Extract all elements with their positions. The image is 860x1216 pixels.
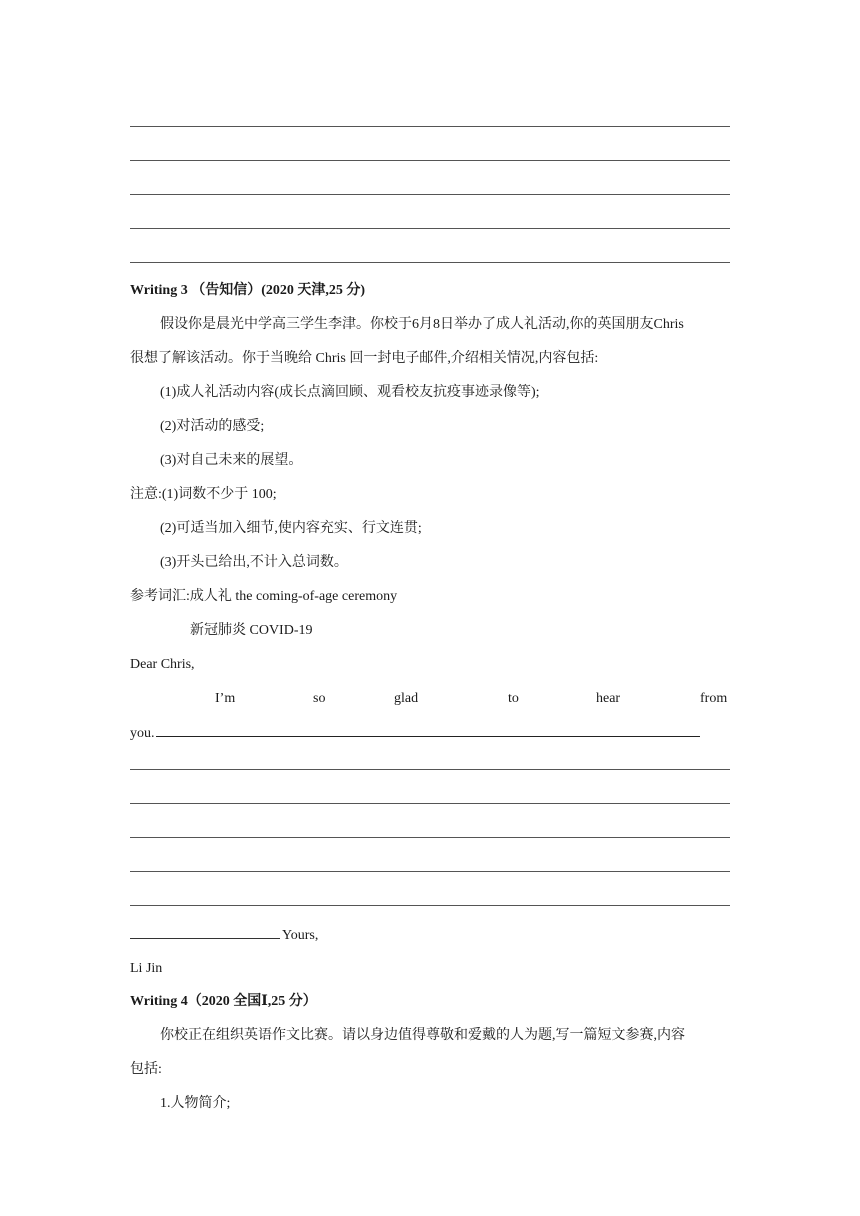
answer-line[interactable] — [130, 769, 730, 770]
opening-word: hear — [596, 691, 621, 706]
opening-word: so — [313, 691, 326, 706]
letter-salutation: Dear Chris, — [130, 657, 195, 672]
writing4-prompt-line2: 包括: — [130, 1062, 162, 1077]
writing3-vocab-line2: 新冠肺炎 COVID-19 — [190, 623, 313, 638]
answer-line[interactable] — [130, 160, 730, 161]
writing3-point-1: (1)成人礼活动内容(成长点滴回顾、观看校友抗疫事迹录像等); — [160, 385, 540, 400]
writing3-note-2: (2)可适当加入细节,使内容充实、行文连贯; — [160, 521, 422, 536]
opening-word: I’m — [215, 691, 236, 706]
answer-line[interactable] — [130, 228, 730, 229]
writing3-notes-label: 注意:(1)词数不少于 100; — [130, 487, 277, 502]
writing3-point-3: (3)对自己未来的展望。 — [160, 453, 303, 468]
writing4-heading: Writing 4（2020 全国Ⅰ,25 分） — [130, 994, 317, 1009]
answer-line[interactable] — [130, 905, 730, 906]
answer-line[interactable] — [130, 126, 730, 127]
letter-signature: Li Jin — [130, 961, 163, 976]
answer-line[interactable] — [130, 926, 280, 939]
document-page — [130, 0, 730, 1216]
answer-line[interactable] — [130, 262, 730, 263]
opening-word: to — [508, 691, 519, 706]
opening-word: glad — [394, 691, 419, 706]
answer-line[interactable] — [130, 837, 730, 838]
writing3-note-3: (3)开头已给出,不计入总词数。 — [160, 555, 348, 570]
writing3-prompt-line2: 很想了解该活动。你于当晚给 Chris 回一封电子邮件,介绍相关情况,内容包括: — [130, 351, 599, 366]
writing4-point-1: 1.人物简介; — [160, 1096, 231, 1111]
letter-closing-row — [130, 926, 318, 945]
letter-opening-end — [130, 724, 700, 743]
opening-end-word: you. — [130, 726, 155, 741]
letter-closing: Yours, — [282, 928, 319, 943]
writing3-prompt-line1: 假设你是晨光中学高三学生李津。你校于6月8日举办了成人礼活动,你的英国朋友Chris — [160, 317, 684, 332]
writing4-prompt-line1: 你校正在组织英语作文比赛。请以身边值得尊敬和爱戴的人为题,写一篇短文参赛,内容 — [160, 1028, 685, 1043]
answer-line[interactable] — [130, 803, 730, 804]
writing3-point-2: (2)对活动的感受; — [160, 419, 265, 434]
answer-line[interactable] — [130, 194, 730, 195]
writing3-vocab-line1: 参考词汇:成人礼 the coming-of-age ceremony — [130, 589, 398, 604]
answer-line[interactable] — [130, 871, 730, 872]
opening-word: from — [700, 691, 728, 706]
answer-line[interactable] — [156, 724, 700, 737]
writing3-heading: Writing 3 （告知信）(2020 天津,25 分) — [130, 283, 366, 298]
